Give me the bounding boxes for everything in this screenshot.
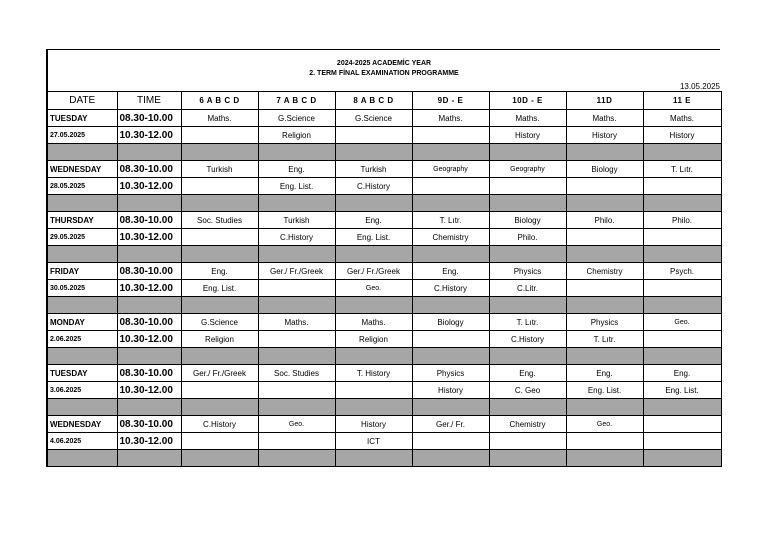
separator-cell	[258, 399, 335, 416]
exam-cell: Maths.	[566, 110, 643, 127]
exam-cell: C.History	[489, 331, 566, 348]
day-date: 27.05.2025	[47, 127, 117, 144]
exam-cell	[489, 178, 566, 195]
exam-cell: ICT	[335, 433, 412, 450]
separator-cell	[489, 450, 566, 467]
day-separator	[47, 246, 721, 263]
table-row	[47, 263, 721, 280]
exam-cell: Eng.	[412, 263, 489, 280]
exam-cell	[412, 127, 489, 144]
day-name: TUESDAY	[47, 365, 117, 382]
table-row	[47, 280, 721, 297]
exam-cell: Maths.	[181, 110, 258, 127]
exam-cell	[335, 382, 412, 399]
schedule-title	[48, 50, 720, 79]
exam-cell: C.History	[181, 416, 258, 433]
column-header-2: 6 A B C D	[181, 92, 258, 110]
separator-cell	[412, 246, 489, 263]
table-row	[47, 382, 721, 399]
separator-cell	[566, 144, 643, 161]
title-line-year: 2024-2025 ACADEMİC YEAR	[336, 60, 432, 67]
exam-cell: Religion	[258, 127, 335, 144]
exam-cell: History	[643, 127, 721, 144]
column-header-6: 10D - E	[489, 92, 566, 110]
exam-cell: Biology	[566, 161, 643, 178]
exam-cell	[643, 178, 721, 195]
separator-cell	[489, 399, 566, 416]
exam-cell: T. Lıtr.	[643, 161, 721, 178]
exam-cell: Chemistry	[489, 416, 566, 433]
separator-cell	[566, 246, 643, 263]
table-row	[47, 331, 721, 348]
separator-cell	[566, 297, 643, 314]
separator-cell	[258, 195, 335, 212]
exam-cell	[258, 280, 335, 297]
day-separator	[47, 348, 721, 365]
exam-cell	[643, 331, 721, 348]
day-date: 29.05.2025	[47, 229, 117, 246]
exam-cell	[181, 178, 258, 195]
separator-cell	[47, 348, 117, 365]
exam-cell: Geo.	[566, 416, 643, 433]
separator-cell	[643, 144, 721, 161]
separator-cell	[489, 348, 566, 365]
print-date: 13.05.2025	[679, 82, 720, 91]
exam-cell: Religion	[181, 331, 258, 348]
separator-cell	[489, 246, 566, 263]
separator-cell	[566, 450, 643, 467]
exam-cell: Geo.	[258, 416, 335, 433]
exam-cell	[412, 433, 489, 450]
separator-cell	[335, 246, 412, 263]
title-line-programme: 2. TERM FİNAL EXAMINATION PROGRAMME	[309, 70, 459, 77]
separator-cell	[412, 144, 489, 161]
separator-cell	[412, 399, 489, 416]
exam-cell: Eng. List.	[258, 178, 335, 195]
exam-cell: Maths.	[412, 110, 489, 127]
exam-cell: Biology	[489, 212, 566, 229]
exam-cell: History	[412, 382, 489, 399]
separator-cell	[643, 297, 721, 314]
exam-cell	[181, 433, 258, 450]
separator-cell	[117, 246, 181, 263]
separator-cell	[643, 450, 721, 467]
separator-cell	[335, 348, 412, 365]
table-row	[47, 212, 721, 229]
separator-cell	[335, 399, 412, 416]
exam-cell: Soc. Studies	[258, 365, 335, 382]
exam-cell: Eng. List.	[566, 382, 643, 399]
day-name: WEDNESDAY	[47, 416, 117, 433]
exam-table-body	[47, 110, 721, 467]
separator-cell	[258, 450, 335, 467]
session-time: 10.30-12.00	[117, 382, 181, 399]
column-header-4: 8 A B C D	[335, 92, 412, 110]
exam-cell: Turkish	[181, 161, 258, 178]
exam-cell	[258, 382, 335, 399]
exam-cell: History	[489, 127, 566, 144]
day-separator	[47, 297, 721, 314]
day-separator	[47, 399, 721, 416]
exam-schedule-sheet	[46, 49, 720, 467]
separator-cell	[643, 195, 721, 212]
session-time: 10.30-12.00	[117, 229, 181, 246]
column-header-3: 7 A B C D	[258, 92, 335, 110]
exam-cell: Eng.	[181, 263, 258, 280]
separator-cell	[47, 144, 117, 161]
day-date: 30.05.2025	[47, 280, 117, 297]
day-date: 3.06.2025	[47, 382, 117, 399]
exam-cell	[643, 433, 721, 450]
exam-cell: G.Science	[258, 110, 335, 127]
exam-cell: History	[335, 416, 412, 433]
session-time: 08.30-10.00	[117, 314, 181, 331]
exam-cell: T. Lıtr.	[489, 314, 566, 331]
session-time: 08.30-10.00	[117, 263, 181, 280]
exam-cell	[566, 178, 643, 195]
separator-cell	[258, 297, 335, 314]
column-header-5: 9D - E	[412, 92, 489, 110]
separator-cell	[412, 297, 489, 314]
exam-cell: Physics	[412, 365, 489, 382]
separator-cell	[117, 399, 181, 416]
exam-cell: Eng.	[643, 365, 721, 382]
exam-cell: Turkish	[258, 212, 335, 229]
table-row	[47, 314, 721, 331]
session-time: 10.30-12.00	[117, 331, 181, 348]
separator-cell	[181, 450, 258, 467]
exam-cell: Eng.	[489, 365, 566, 382]
separator-cell	[181, 348, 258, 365]
exam-cell	[258, 331, 335, 348]
exam-cell	[412, 331, 489, 348]
exam-cell: C.History	[335, 178, 412, 195]
separator-cell	[181, 195, 258, 212]
exam-cell	[489, 433, 566, 450]
exam-cell: C.History	[258, 229, 335, 246]
exam-cell	[412, 178, 489, 195]
table-row	[47, 178, 721, 195]
exam-cell: Eng. List.	[335, 229, 412, 246]
separator-cell	[335, 195, 412, 212]
session-time: 10.30-12.00	[117, 178, 181, 195]
separator-cell	[335, 450, 412, 467]
separator-cell	[117, 348, 181, 365]
separator-cell	[47, 246, 117, 263]
table-row	[47, 416, 721, 433]
exam-cell: Eng.	[566, 365, 643, 382]
separator-cell	[117, 144, 181, 161]
day-name: TUESDAY	[47, 110, 117, 127]
exam-cell	[566, 229, 643, 246]
session-time: 10.30-12.00	[117, 280, 181, 297]
exam-cell: Chemistry	[412, 229, 489, 246]
column-header-8: 11 E	[643, 92, 721, 110]
day-name: FRIDAY	[47, 263, 117, 280]
exam-cell: Turkish	[335, 161, 412, 178]
separator-cell	[335, 297, 412, 314]
exam-cell: Eng. List.	[181, 280, 258, 297]
separator-cell	[181, 399, 258, 416]
exam-cell: Chemistry	[566, 263, 643, 280]
exam-cell: Geography	[412, 161, 489, 178]
separator-cell	[181, 246, 258, 263]
separator-cell	[412, 348, 489, 365]
separator-cell	[643, 399, 721, 416]
exam-cell: Geo.	[335, 280, 412, 297]
table-row	[47, 110, 721, 127]
separator-cell	[489, 144, 566, 161]
exam-cell: Biology	[412, 314, 489, 331]
separator-cell	[566, 348, 643, 365]
exam-cell: Ger./ Fr./Greek	[258, 263, 335, 280]
exam-cell: T. Lıtr.	[412, 212, 489, 229]
exam-cell	[181, 229, 258, 246]
exam-cell: Maths.	[258, 314, 335, 331]
exam-cell: Maths.	[335, 314, 412, 331]
column-header-1: TIME	[117, 92, 181, 110]
separator-cell	[412, 195, 489, 212]
exam-cell: Geo.	[643, 314, 721, 331]
day-separator	[47, 450, 721, 467]
exam-cell: Geography	[489, 161, 566, 178]
exam-cell: Philo.	[489, 229, 566, 246]
session-time: 08.30-10.00	[117, 212, 181, 229]
exam-cell: Eng.	[335, 212, 412, 229]
session-time: 10.30-12.00	[117, 127, 181, 144]
separator-cell	[335, 144, 412, 161]
separator-cell	[489, 195, 566, 212]
exam-cell	[643, 229, 721, 246]
day-name: MONDAY	[47, 314, 117, 331]
exam-cell	[181, 382, 258, 399]
exam-cell: T. History	[335, 365, 412, 382]
separator-cell	[643, 348, 721, 365]
day-name: THURSDAY	[47, 212, 117, 229]
separator-cell	[566, 195, 643, 212]
exam-cell: Psych.	[643, 263, 721, 280]
session-time: 08.30-10.00	[117, 365, 181, 382]
session-time: 08.30-10.00	[117, 110, 181, 127]
separator-cell	[258, 246, 335, 263]
exam-cell: Soc. Studies	[181, 212, 258, 229]
separator-cell	[566, 399, 643, 416]
exam-table	[46, 91, 722, 467]
column-header-row	[47, 92, 721, 110]
day-separator	[47, 144, 721, 161]
exam-cell: G.Science	[335, 110, 412, 127]
exam-cell: Ger./ Fr./Greek	[181, 365, 258, 382]
separator-cell	[47, 297, 117, 314]
exam-cell: Eng.	[258, 161, 335, 178]
separator-cell	[181, 297, 258, 314]
day-date: 2.06.2025	[47, 331, 117, 348]
exam-cell: C. Geo	[489, 382, 566, 399]
day-separator	[47, 195, 721, 212]
separator-cell	[258, 348, 335, 365]
day-date: 28.05.2025	[47, 178, 117, 195]
exam-cell: Maths.	[643, 110, 721, 127]
exam-cell: Ger./ Fr.	[412, 416, 489, 433]
exam-cell: Philo.	[566, 212, 643, 229]
exam-cell	[181, 127, 258, 144]
separator-cell	[117, 297, 181, 314]
exam-cell	[566, 280, 643, 297]
exam-cell	[258, 433, 335, 450]
exam-cell: C.Litr.	[489, 280, 566, 297]
day-name: WEDNESDAY	[47, 161, 117, 178]
separator-cell	[412, 450, 489, 467]
column-header-0: DATE	[47, 92, 117, 110]
session-time: 08.30-10.00	[117, 416, 181, 433]
day-date: 4.06.2025	[47, 433, 117, 450]
exam-cell	[335, 127, 412, 144]
separator-cell	[181, 144, 258, 161]
exam-cell	[643, 416, 721, 433]
separator-cell	[117, 450, 181, 467]
exam-cell	[643, 280, 721, 297]
table-row	[47, 229, 721, 246]
session-time: 10.30-12.00	[117, 433, 181, 450]
exam-cell: T. Lıtr.	[566, 331, 643, 348]
exam-cell: G.Science	[181, 314, 258, 331]
separator-cell	[47, 195, 117, 212]
schedule-header	[46, 49, 720, 91]
table-row	[47, 127, 721, 144]
exam-cell: Eng. List.	[643, 382, 721, 399]
exam-cell: Ger./ Fr./Greek	[335, 263, 412, 280]
separator-cell	[643, 246, 721, 263]
exam-cell: Religion	[335, 331, 412, 348]
table-row	[47, 433, 721, 450]
separator-cell	[47, 450, 117, 467]
exam-cell: History	[566, 127, 643, 144]
session-time: 08.30-10.00	[117, 161, 181, 178]
exam-cell: Maths.	[489, 110, 566, 127]
separator-cell	[489, 297, 566, 314]
table-row	[47, 161, 721, 178]
exam-cell: Physics	[566, 314, 643, 331]
separator-cell	[258, 144, 335, 161]
separator-cell	[117, 195, 181, 212]
exam-cell: Philo.	[643, 212, 721, 229]
exam-cell: Physics	[489, 263, 566, 280]
exam-cell: C.History	[412, 280, 489, 297]
exam-cell	[566, 433, 643, 450]
table-row	[47, 365, 721, 382]
column-header-7: 11D	[566, 92, 643, 110]
separator-cell	[47, 399, 117, 416]
